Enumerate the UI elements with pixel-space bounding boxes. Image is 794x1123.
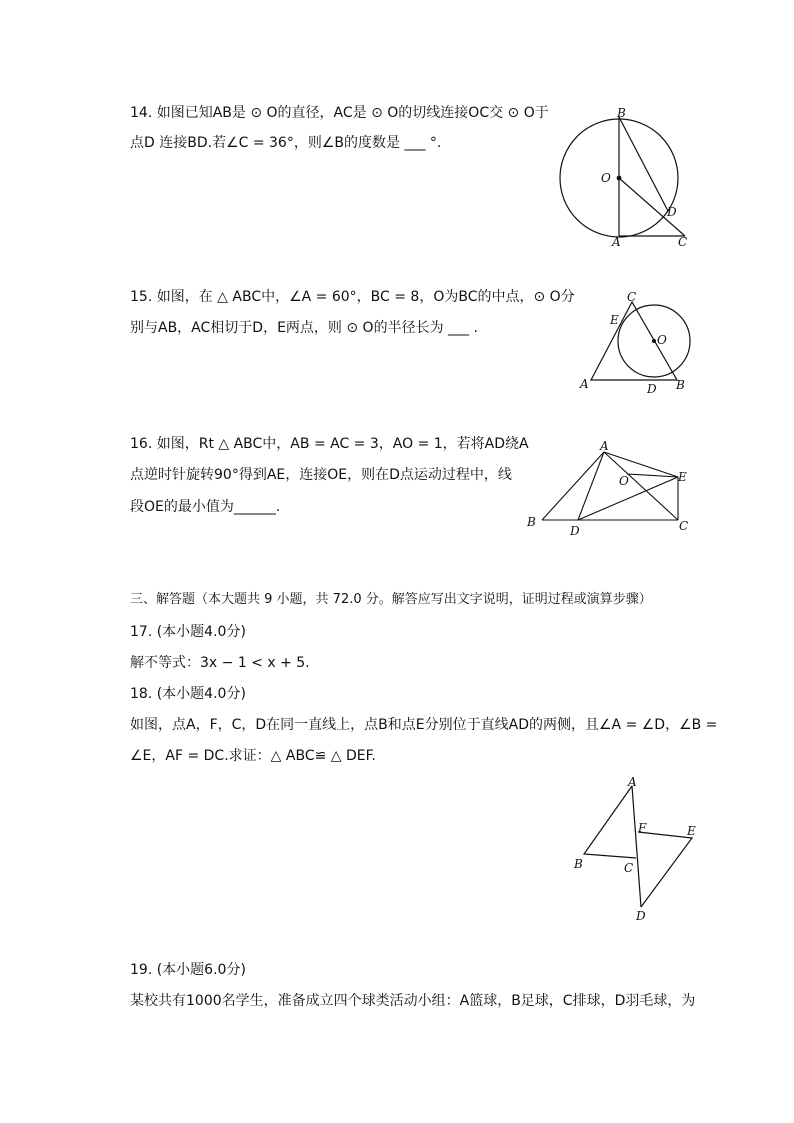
q14-label-c: C [678,235,688,249]
q18-triangle-def-sides [638,832,692,907]
q18-label-c: C [624,861,634,875]
q15-label-a: A [580,377,589,391]
q16-line-ab [542,452,604,520]
q14-center-point [617,176,622,181]
q16-line-ae [604,452,678,477]
q19-header: 19. (本小题6.0分) [130,962,246,978]
q18-figure [570,772,700,924]
q18-label-a: A [628,775,637,789]
q15-label-d: D [647,382,657,396]
q15-text-line1: 15. 如图，在 △ ABC中，∠A = 60°，BC = 8，O为BC的中点，⊙ O分 [130,289,575,305]
q16-text-line1: 16. 如图，Rt △ ABC中，AB = AC = 3，AO = 1，若将AD绕A [130,436,529,452]
q14-label-b: B [617,106,626,120]
q19-text-line1: 某校共有1000名学生，准备成立四个球类活动小组：A篮球，B足球，C排球，D羽毛球，为 [130,993,696,1009]
q17-header: 17. (本小题4.0分) [130,624,246,640]
section3-heading: 三、解答题（本大题共 9 小题，共 72.0 分。解答应写出文字说明，证明过程或演算步骤） [130,592,652,607]
q18-label-f: F [638,821,647,835]
q16-line-ad [578,452,604,520]
q15-text-line2: 别与AB，AC相切于D，E两点，则 ⊙ O的半径长为 ___ . [130,320,478,336]
q18-line-ad [632,786,641,907]
q16-label-d: D [570,524,580,538]
q14-text-line2: 点D 连接BD.若∠C = 36°，则∠B的度数是 ___ °. [130,135,442,151]
q14-label-o: O [601,171,611,185]
q15-label-e: E [610,313,619,327]
q15-label-c: C [627,290,637,304]
q14-line-bd [619,117,668,211]
q15-figure [575,288,700,396]
q18-label-d: D [636,909,646,923]
q16-label-o: O [619,474,629,488]
q18-label-e: E [687,824,696,838]
q14-text-line1: 14. 如图已知AB是 ⊙ O的直径，AC是 ⊙ O的切线连接OC交 ⊙ O于 [130,105,549,121]
q16-line-ac [604,452,678,520]
q15-label-o: O [657,333,667,347]
q16-label-c: C [679,519,689,533]
q16-label-a: A [600,439,609,453]
q18-text-line2: ∠E，AF = DC.求证：△ ABC≌ △ DEF. [130,748,376,764]
q14-figure [555,103,700,251]
q17-body: 解不等式：3x − 1 < x + 5. [130,655,310,671]
q16-text-line2: 点逆时针旋转90°得到AE，连接OE，则在D点运动过程中，线 [130,467,512,483]
q18-text-line1: 如图，点A，F，C，D在同一直线上，点B和点E分别位于直线AD的两侧，且∠A = ∠D，∠B = [130,717,718,733]
q16-label-e: E [678,470,687,484]
q14-label-a: A [612,235,621,249]
q14-label-d: D [667,205,677,219]
q16-text-line3: 段OE的最小值为______. [130,499,281,515]
q15-center-point [652,339,656,343]
q15-label-b: B [676,378,685,392]
q18-header: 18. (本小题4.0分) [130,686,246,702]
q16-label-b: B [527,515,536,529]
q16-figure [520,437,700,541]
q18-triangle-abc-sides [584,786,636,858]
q18-label-b: B [574,857,583,871]
